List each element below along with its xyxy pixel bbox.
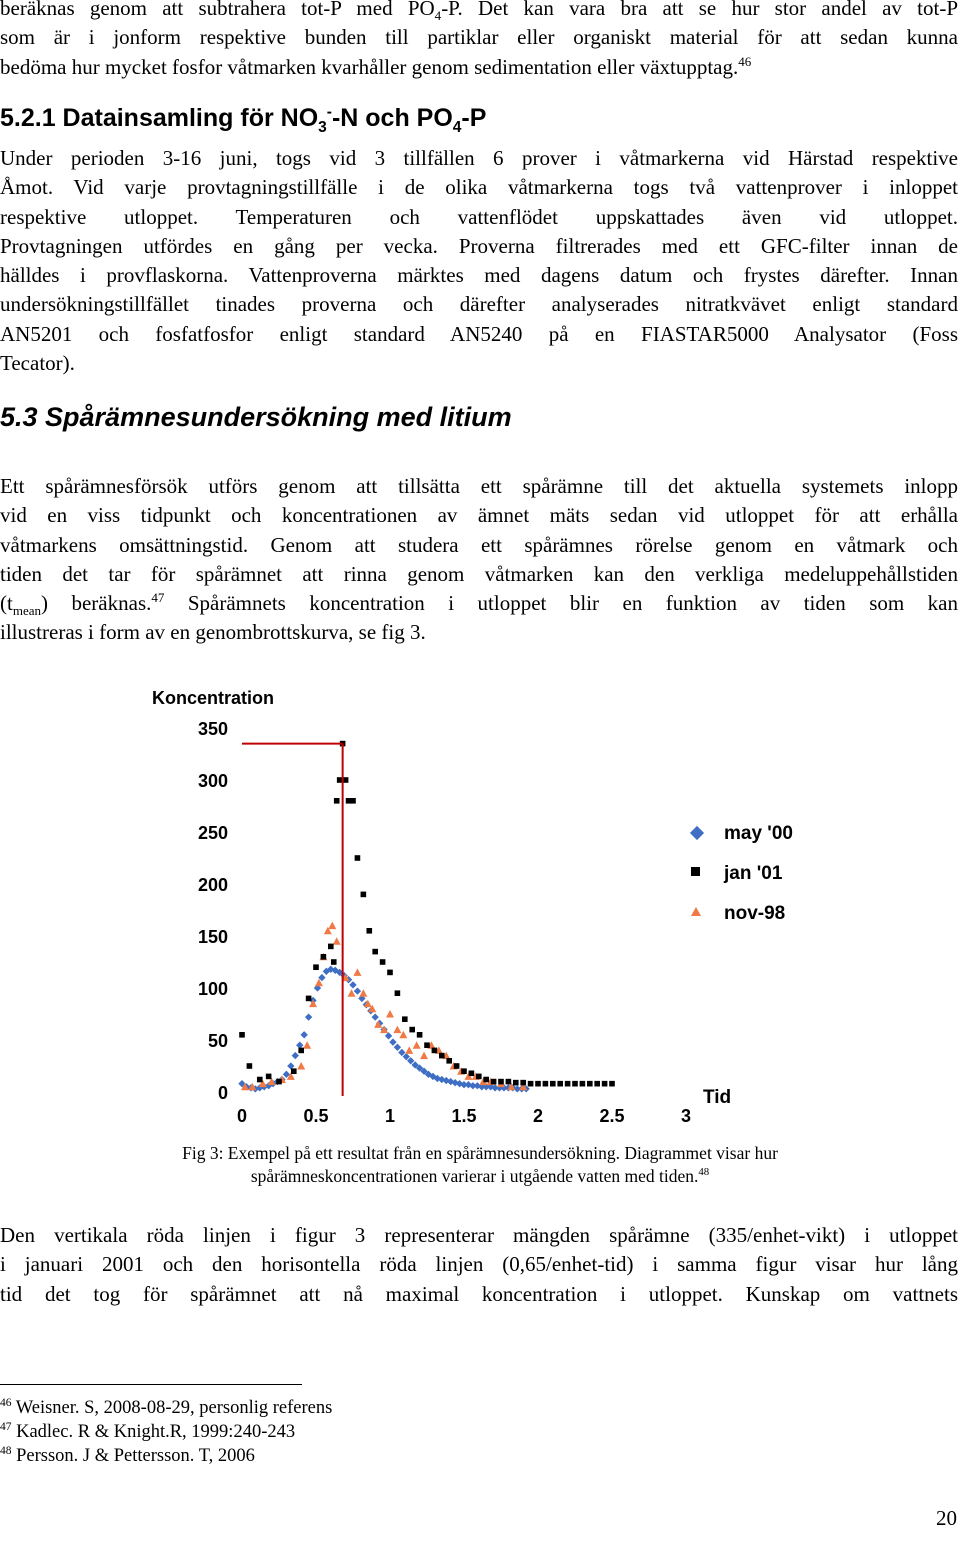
y-axis-label: Koncentration [152,688,275,708]
jan01-point [432,1048,438,1054]
jan01-point [409,1027,415,1033]
intro-line-1: beräknas genom att subtrahera tot-P med $PO_4-P$. Det kan vara bra att se hur stor andel av tot-P [0,0,958,24]
jan01-point [276,1079,282,1085]
footnote-divider [0,1384,302,1385]
page-number: 20 [936,1506,957,1530]
jan01-point [266,1074,272,1080]
x-tick-label: 2 [532,1106,544,1126]
jan01-point [594,1081,600,1087]
paragraph-line: undersökningstillfället tinades proverna och därefter analyserades nitratkvävet enligt standard [0,292,958,317]
legend-marker-jan01 [691,867,700,876]
jan01-point [328,944,334,950]
jan01-point [331,959,337,965]
footnote-47: $^{47}$ Kadlec. R & Knight.R, 1999:240-243 [0,1420,296,1442]
jan01-point [476,1074,482,1080]
jan01-point [424,1042,430,1048]
x-tick-label: 2.5 [599,1106,625,1126]
paragraph-line: $(t_{mean})$ beräknas.$^{47}$ Spårämnets koncentration i utloppet blir en funktion av tiden som kan [0,590,958,619]
footnotes [0,1396,332,1468]
y-tick-label: 100 [197,979,228,999]
x-axis-label: Tid [703,1087,732,1108]
jan01-point [446,1058,452,1064]
footnote-46: $^{46}$ Weisner. S, 2008-08-29, personlig referens [0,1396,333,1418]
chart-svg [140,676,793,1136]
closing-paragraph [0,1221,958,1309]
x-tick-label: 0.5 [303,1106,329,1126]
jan01-point [298,1048,304,1054]
footnote-ref-47: 47 [151,590,165,606]
jan01-point [313,964,319,970]
jan01-point [372,949,378,955]
jan01-point [291,1068,297,1074]
legend-label-nov98: nov-98 [724,903,786,924]
jan01-point [439,1053,445,1059]
figure-caption [90,1142,870,1188]
intro-line-2: som är i jonform respektive bunden till partiklar eller organiskt material för att sedan kunna [0,25,958,50]
jan01-point [550,1081,556,1087]
jan01-point [513,1080,519,1086]
section-5-3-paragraph [0,472,958,648]
jan01-point [528,1081,534,1087]
breakthrough-curve-chart [140,676,793,1136]
jan01-point [565,1081,571,1087]
x-tick-label: 1.5 [451,1106,477,1126]
jan01-point [491,1079,497,1085]
paragraph-line: Provtagningen utfördes en gång per vecka. Proverna filtrerades med ett GFC-filter innan de [0,233,958,258]
legend-label-jan01: jan '01 [724,863,783,884]
jan01-point [321,954,327,960]
x-tick-label: 0 [236,1106,248,1126]
paragraph-line: AN5201 och fosfatfosfor enligt standard AN5240 på en FIASTAR5000 Analysator (Foss [0,321,958,346]
jan01-point [247,1063,253,1069]
y-tick-label: 250 [197,823,228,843]
caption-line-2: spårämneskoncentrationen varierar i utgående vatten med tiden.$^{48}$ [250,1166,710,1186]
intro-paragraph [0,0,958,82]
paragraph-line: Den vertikala röda linjen i figur 3 representerar mängden spårämne (335/enhet-vikt) i utloppet [0,1223,958,1247]
paragraph-line: i januari 2001 och den horisontella röda linjen (0,65/enhet-tid) i samma figur visar hur lång [0,1252,958,1277]
jan01-point [387,970,393,976]
jan01-point [602,1081,608,1087]
jan01-point [239,1032,245,1038]
x-tick-label: 1 [384,1106,396,1126]
y-tick-label: 0 [217,1083,228,1103]
jan01-point [257,1077,263,1083]
jan01-point [395,990,401,996]
section-heading-5-3: 5.3 Spårämnesundersökning med litium [0,402,512,432]
y-tick-label: 50 [207,1031,228,1051]
jan01-point [355,855,361,861]
paragraph-line: Ett spårämnesförsök utförs genom att tillsätta ett spårämne till det aktuella systemets inlopp [0,474,958,498]
paragraph-line: respektive utloppet. Temperaturen och vattenflödet uppskattades även vid utloppet. [0,204,958,229]
y-tick-label: 300 [197,771,228,791]
paragraph-line: Åmot. Vid varje provtagningstillfälle i de olika våtmarkerna togs två vattenprover i inloppet [0,175,958,200]
jan01-point [334,798,340,804]
y-tick-label: 200 [197,875,228,895]
footnote-ref-46: 46 [738,53,752,69]
paragraph-line: vid en viss tidpunkt och koncentrationen av ämnet mäts sedan vid utloppet för att erhålla [0,503,958,528]
jan01-point [557,1081,563,1087]
jan01-point [609,1081,615,1087]
y-tick-label: 350 [197,719,228,739]
jan01-point [361,892,367,898]
jan01-point [483,1077,489,1083]
intro-line-3: bedöma hur mycket fosfor våtmarken kvarhåller genom sedimentation eller växtupptag.$^{46}$ [0,53,752,79]
jan01-point [572,1081,578,1087]
footnote-48: $^{48}$ Persson. J & Pettersson. T, 2006 [0,1444,255,1466]
paragraph-line: våtmarkens omsättningstid. Genom att studera ett spårämnes rörelse genom en våtmark och [0,532,958,557]
y-tick-label: 150 [197,927,228,947]
section-5-2-1-paragraph [0,144,958,378]
paragraph-line: Under perioden 3-16 juni, togs vid 3 tillfällen 6 prover i våtmarkerna vid Härstad respektive [0,146,958,170]
jan01-point [366,928,372,934]
paragraph-line: hälldes i provflaskorna. Vattenproverna märktes med dagens datum och frystes därefter. Innan [0,263,958,288]
jan01-point [535,1081,541,1087]
section-heading-5-2-1: 5.2.1 Datainsamling för $NO_3^--N$ och $PO_4-P$ [0,103,487,136]
x-tick-labels [237,1106,691,1126]
jan01-point [417,1032,423,1038]
paragraph-line: illustreras i form av en genombrottskurva, se fig 3. [0,620,426,645]
jan01-point [580,1081,586,1087]
jan01-point [306,996,312,1002]
jan01-point [461,1068,467,1074]
x-tick-label: 3 [680,1106,692,1126]
jan01-point [506,1079,512,1085]
jan01-point [587,1081,593,1087]
paragraph-line: Tecator). [0,351,75,376]
jan01-point [498,1079,504,1085]
jan01-point [520,1080,526,1086]
paragraph-line: tid det tog för spårämnet att nå maximal koncentration i utloppet. Kunskap om vattnets [0,1281,958,1306]
jan01-point [469,1070,475,1076]
jan01-point [380,959,386,965]
paragraph-line: tiden det tar för spårämnet att rinna genom våtmarken kan den verkliga medeluppehållstiden [0,561,958,586]
footnote-ref-48: 48 [698,1166,710,1179]
caption-line-1: Fig 3: Exempel på ett resultat från en spårämnesundersökning. Diagrammet visar hur [182,1143,778,1163]
legend-label-may00: may '00 [724,823,793,844]
jan01-point [454,1063,460,1069]
jan01-point [402,1016,408,1022]
jan01-point [350,798,356,804]
jan01-point [543,1081,549,1087]
